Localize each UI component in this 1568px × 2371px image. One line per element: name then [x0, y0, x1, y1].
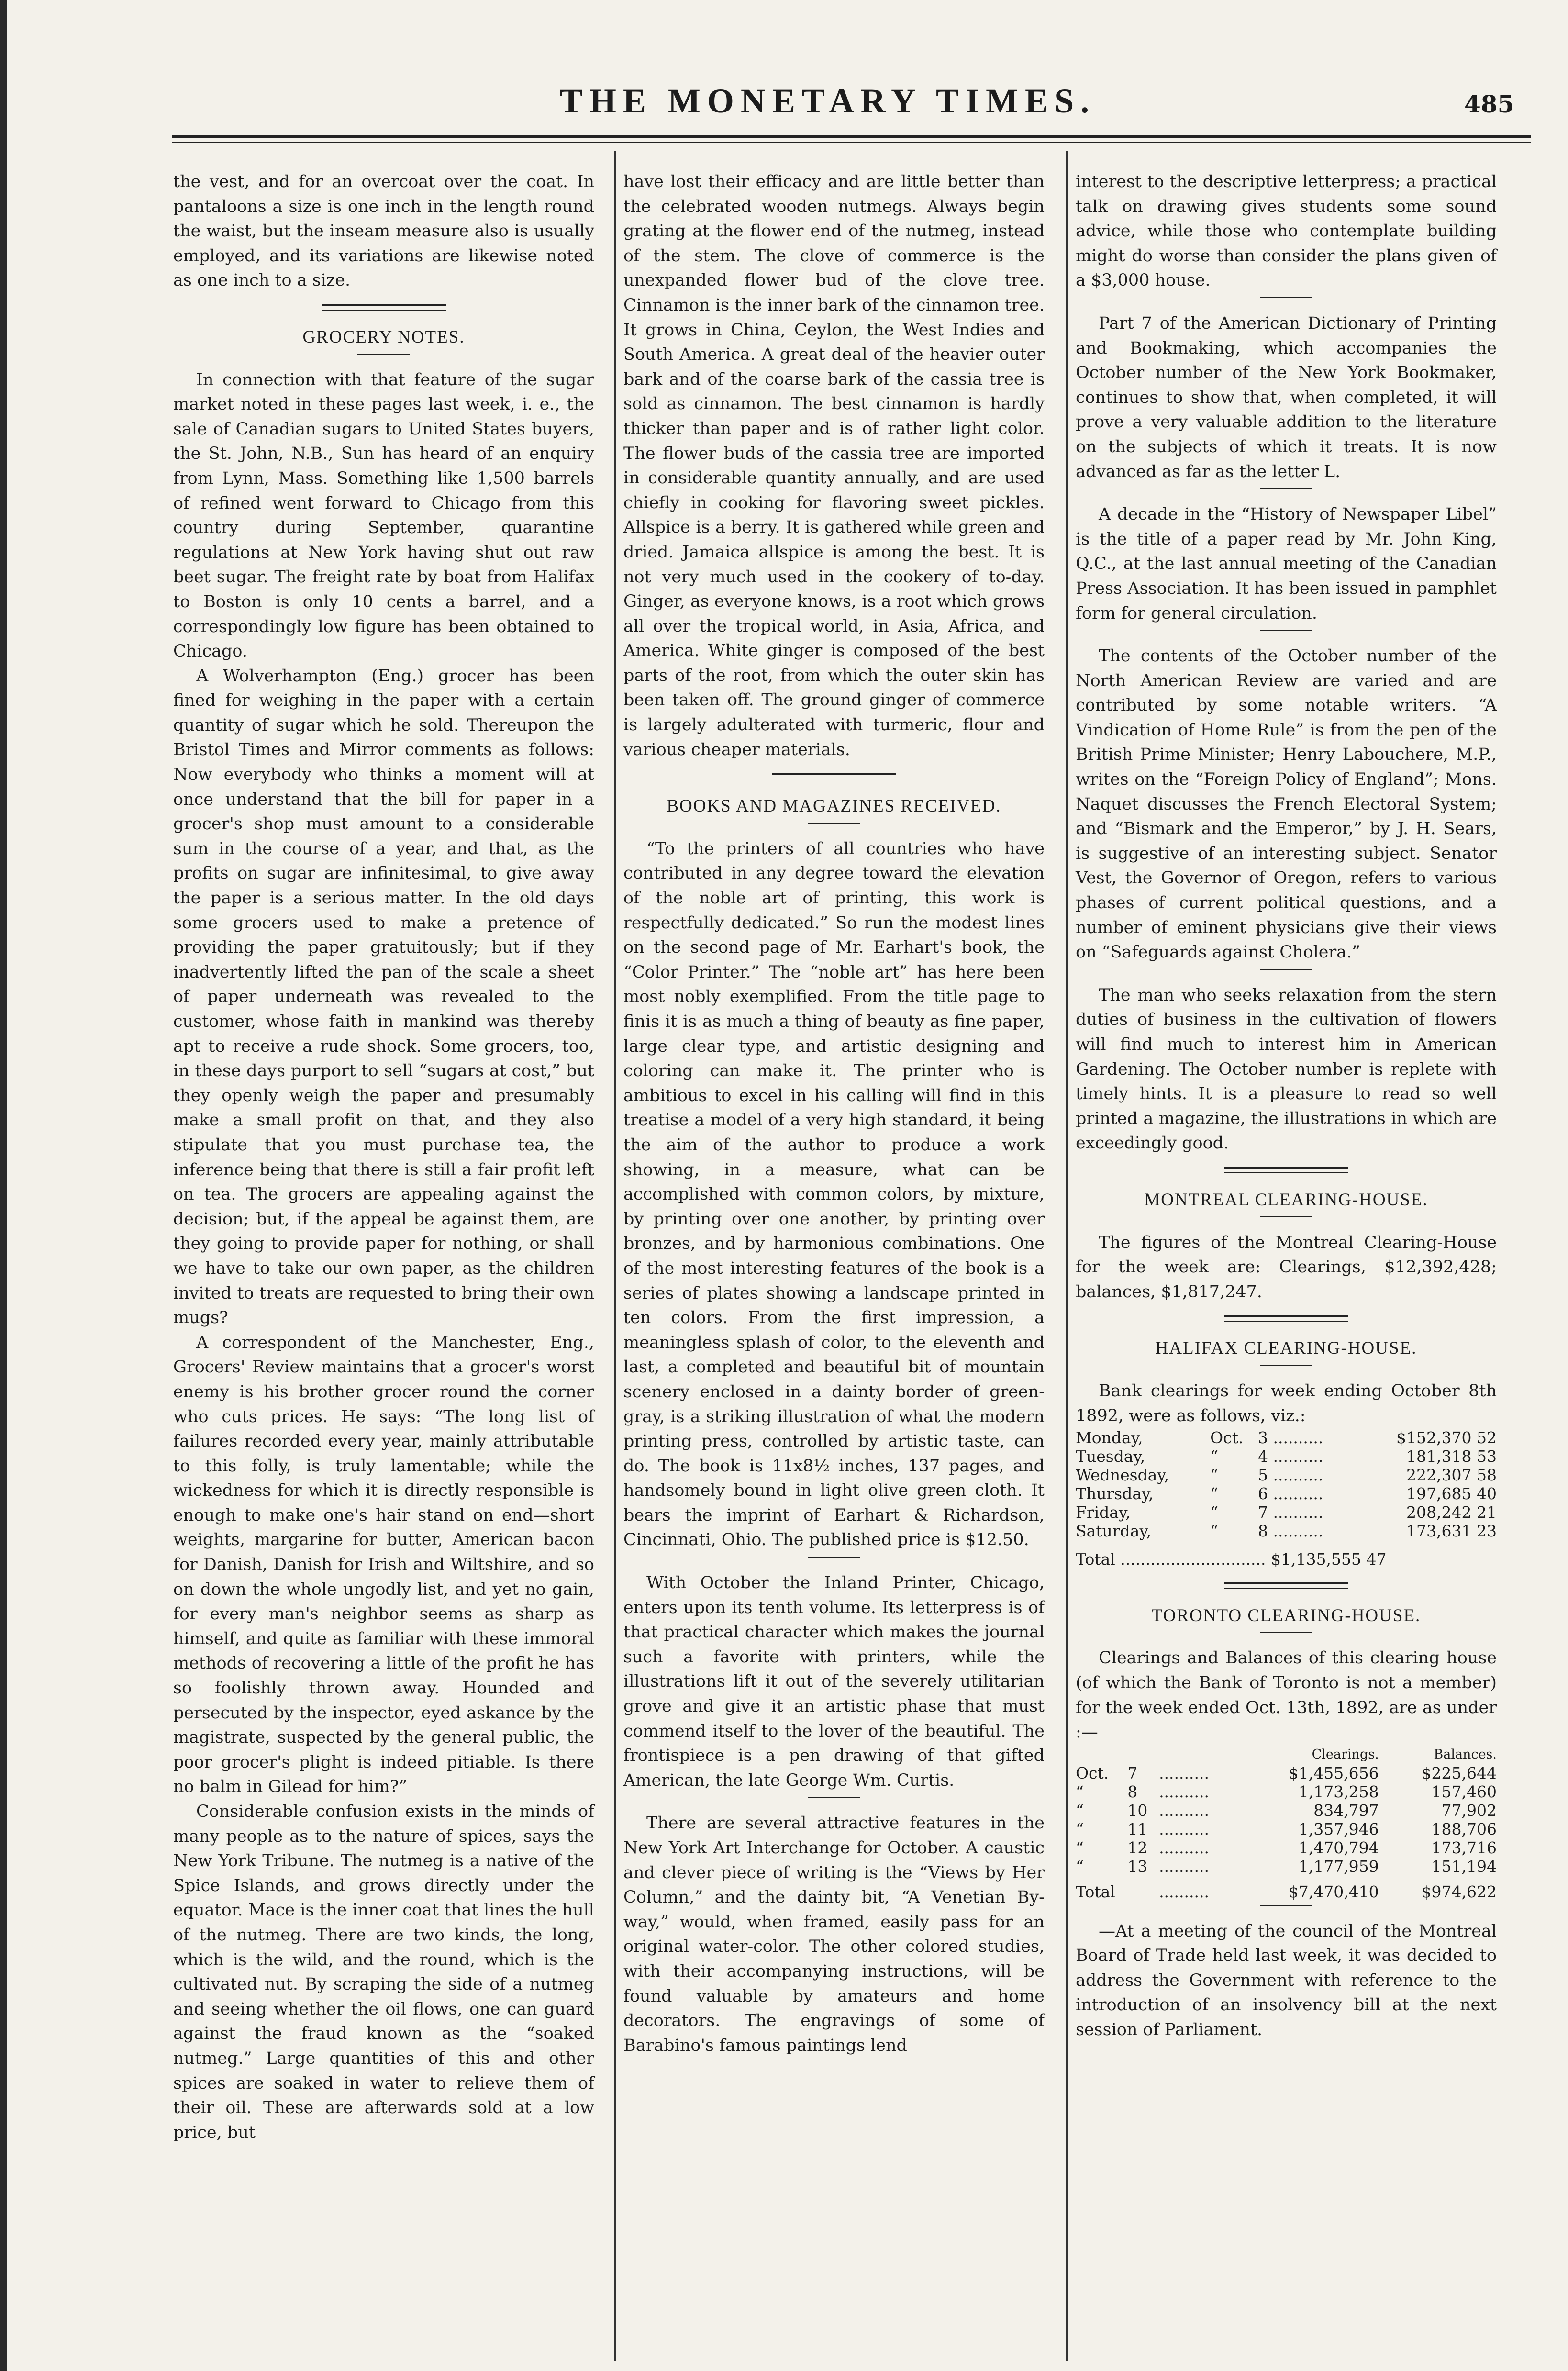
article-paragraph: interest to the descriptive letterpress; a practical talk on drawing gives students some sound advice, while those who contemplate building might do worse than consider the plans given of a $3,000 house. — [1076, 172, 1497, 290]
day-cell: Tuesday, — [1076, 1447, 1145, 1466]
article-paragraph: have lost their efficacy and are little better than the celebrated wooden nutmegs. Always begin grating at the flower end of the nutmeg, instead of the stem. The clove of commerce is the unexpanded flower bud of the clove tree. Cinnamon is the inner bark of the cinnamon tree. It grows in China, Ceylon, the West Indies and South America. A great deal of the heavier outer bark and of the coarse bark of the cassia tree is sold as cinnamon. The best cinnamon is hardly thicker than paper and is of rather light color. The flower buds of the cassia tree are imported in considerable quantity annually, and are used chiefly in cooking for flavoring sweet pickles. Allspice is a berry. It is gathered while green and dried. Jamaica allspice is among the best. It is not very much used in the cookery of to-day. Ginger, as everyone knows, is a root which grows all over the tropical world, in Asia, Africa, and America. White ginger is composed of the best parts of the root, from which the outer skin has been taken off. The ground ginger of commerce is largely adulterated with turmeric, flour and various cheaper materials. — [623, 172, 1045, 759]
halifax-clearings-table — [1076, 1428, 1497, 1540]
clearings-cell: $1,455,656 — [1288, 1763, 1379, 1782]
date-cell: 7 — [1127, 1763, 1138, 1782]
toronto-total-clearings: $7,470,410 — [1288, 1882, 1379, 1901]
date-cell: 3 .......... — [1257, 1428, 1323, 1447]
month-cell: “ — [1210, 1484, 1219, 1503]
table-row — [1076, 1466, 1497, 1484]
article-paragraph: Considerable confusion exists in the minds of many people as to the nature of spices, says the New York Tribune. The nutmeg is a native of the Spice Islands, and grows directly under the equator. Mace is the inner coat that lines the hull of the nutmeg. There are two kinds, the long, which is the wild, and the round, which is the cultivated nut. By scraping the side of a nutmeg and seeing whether the oil flows, one can guard against the fraud known as the “soaked nutmeg.” Large quantities of this and other spices are soaked in water to relieve them of their oil. These are afterwards sold at a low price, but — [173, 1802, 594, 2142]
article-paragraph: With October the Inland Printer, Chicago, enters upon its tenth volume. Its letterpress is of that practical character which makes the journal such a favorite with printers, while the illustrations lift it out of the severely utilitarian grove and give it an artistic phase that must commend itself to the lover of the beautiful. The frontispiece is a pen drawing of that gifted American, the late George Wm. Curtis. — [623, 1573, 1045, 1790]
leader-dots: .......... — [1159, 1763, 1209, 1782]
month-cell: “ — [1076, 1838, 1084, 1857]
day-cell: Friday, — [1076, 1503, 1131, 1522]
month-cell: “ — [1210, 1447, 1219, 1466]
article-paragraph: In connection with that feature of the sugar market noted in these pages last week, i. e., the sale of Canadian sugars to United States buyers, the St. John, N.B., Sun has heard of an enquiry from Lynn, Mass. Something like 1,500 barrels of refined went forward to Chicago from this country during September, quarantine regulations at New York having shut out raw beet sugar. The freight rate by boat from Halifax to Boston is only 10 cents a barrel, and a correspondingly low figure has been obtained to Chicago. — [173, 370, 594, 661]
table-row — [1076, 1857, 1497, 1876]
short-rule — [1260, 1905, 1312, 1906]
article-paragraph: Bank clearings for week ending October 8th 1892, were as follows, viz.: — [1076, 1381, 1497, 1425]
table-row — [1076, 1820, 1497, 1838]
short-rule — [1260, 488, 1312, 489]
header-rule-thin — [172, 142, 1531, 143]
table-row — [1076, 1484, 1497, 1503]
balances-cell: 157,460 — [1431, 1782, 1497, 1801]
leader-dots: ............................. — [1120, 1550, 1271, 1569]
table-row — [1076, 1782, 1497, 1801]
column-divider-1 — [614, 151, 616, 2361]
balances-cell: 173,716 — [1431, 1838, 1497, 1857]
amount-cell: $152,370 52 — [1396, 1428, 1497, 1447]
month-cell: “ — [1210, 1466, 1219, 1485]
article-paragraph: —At a meeting of the council of the Montreal Board of Trade held last week, it was decided to address the Government with reference to the introduction of an insolvency bill at the next session of Parliament. — [1076, 1921, 1497, 2040]
section-divider — [1224, 1167, 1348, 1173]
article-paragraph: the vest, and for an overcoat over the coat. In pantaloons a size is one inch in the length round the waist, but the inseam measure also is usually employed, and its variations are likewise noted as one inch to a size. — [173, 172, 594, 290]
column-header-balances: Balances. — [1434, 1747, 1497, 1762]
short-rule — [357, 354, 410, 355]
date-cell: 7 .......... — [1257, 1503, 1323, 1522]
article-paragraph: The man who seeks relaxation from the stern duties of business in the cultivation of flowers will find much to interest him in American Gardening. The October number is replete with timely hints. It is a pleasure to read so well printed a magazine, the illustrations in which are exceedingly good. — [1076, 985, 1497, 1153]
day-cell: Saturday, — [1076, 1522, 1152, 1541]
column-3 — [1076, 170, 1497, 2043]
clearings-cell: 1,357,946 — [1298, 1819, 1379, 1838]
section-heading-toronto-clearing: TORONTO CLEARING-HOUSE. — [1151, 1605, 1421, 1625]
day-cell: Wednesday, — [1076, 1466, 1169, 1485]
short-rule — [1260, 1216, 1312, 1217]
table-row — [1076, 1764, 1497, 1782]
article-paragraph: The figures of the Montreal Clearing-House for the week are: Clearings, $12,392,428; balances, $1,817,247. — [1076, 1233, 1497, 1302]
date-cell: 12 — [1127, 1838, 1148, 1857]
leader-dots: .......... — [1159, 1882, 1209, 1901]
date-cell: 11 — [1127, 1819, 1148, 1838]
short-rule — [808, 1797, 860, 1798]
column-2 — [623, 170, 1045, 2058]
section-divider — [1224, 1582, 1348, 1589]
short-rule — [808, 1557, 860, 1558]
date-cell: 13 — [1127, 1857, 1148, 1876]
leader-dots: .......... — [1159, 1801, 1209, 1820]
month-cell: “ — [1076, 1857, 1084, 1876]
month-cell: Oct. — [1210, 1428, 1244, 1447]
table-row — [1076, 1801, 1497, 1820]
month-cell: “ — [1210, 1522, 1219, 1541]
date-cell: 10 — [1127, 1801, 1148, 1820]
halifax-total-label: Total — [1076, 1550, 1115, 1569]
header-rule-thick — [172, 135, 1531, 138]
section-divider — [1224, 1315, 1348, 1322]
section-divider — [772, 773, 896, 779]
amount-cell: 181,318 53 — [1406, 1447, 1497, 1466]
amount-cell: 208,242 21 — [1406, 1503, 1497, 1522]
amount-cell: 197,685 40 — [1406, 1484, 1497, 1503]
toronto-total-balances: $974,622 — [1421, 1882, 1497, 1901]
toronto-total-label: Total — [1076, 1882, 1115, 1901]
table-row — [1076, 1447, 1497, 1466]
date-cell: 6 .......... — [1257, 1484, 1323, 1503]
short-rule — [1260, 1632, 1312, 1633]
balances-cell: 77,902 — [1441, 1801, 1497, 1820]
month-cell: Oct. — [1076, 1763, 1109, 1782]
leader-dots: .......... — [1159, 1857, 1209, 1876]
column-1 — [173, 170, 594, 2145]
halifax-total-row — [1076, 1547, 1497, 1572]
section-heading-grocery-notes: GROCERY NOTES. — [302, 327, 465, 347]
short-rule — [1260, 630, 1312, 631]
clearings-cell: 1,173,258 — [1298, 1782, 1379, 1801]
date-cell: 8 .......... — [1257, 1522, 1323, 1541]
leader-dots: .......... — [1159, 1782, 1209, 1801]
date-cell: 4 .......... — [1257, 1447, 1323, 1466]
table-row — [1076, 1522, 1497, 1540]
section-heading-books-magazines: BOOKS AND MAGAZINES RECEIVED. — [667, 796, 1001, 816]
column-header-clearings: Clearings. — [1312, 1747, 1379, 1762]
month-cell: “ — [1076, 1819, 1084, 1838]
toronto-clearings-table — [1076, 1745, 1497, 1901]
short-rule — [808, 823, 860, 824]
date-cell: 5 .......... — [1257, 1466, 1323, 1485]
short-rule — [1260, 1365, 1312, 1366]
article-paragraph: A decade in the “History of Newspaper Libel” is the title of a paper read by Mr. John King, Q.C., at the last annual meeting of the Canadian Press Association. It has been issued in pamphlet form for general circulation. — [1076, 505, 1497, 623]
day-cell: Monday, — [1076, 1428, 1143, 1447]
table-row — [1076, 1503, 1497, 1522]
balances-cell: 151,194 — [1431, 1857, 1497, 1876]
section-heading-montreal-clearing: MONTREAL CLEARING-HOUSE. — [1144, 1190, 1428, 1210]
halifax-total-amount: $1,135,555 47 — [1271, 1550, 1387, 1569]
balances-cell: 188,706 — [1431, 1819, 1497, 1838]
month-cell: “ — [1076, 1782, 1084, 1801]
clearings-cell: 1,177,959 — [1298, 1857, 1379, 1876]
column-divider-2 — [1066, 151, 1068, 2361]
month-cell: “ — [1210, 1503, 1219, 1522]
article-paragraph: A correspondent of the Manchester, Eng., Grocers' Review maintains that a grocer's worst enemy is his brother grocer round the corner who cuts prices. He says: “The long list of failures recorded every year, mainly attributable to this folly, is truly lamentable; while the wickedness for which it is directly responsible is enough to make one's hair stand on end—short weights, margarine for butter, American bacon for Danish, Danish for Irish and Wiltshire, and so on down the whole ungodly list, and yet no gain, for every man's neighbor seems as sharp as himself, and quite as familiar with these immoral methods of recovering a little of the profit he has so foolishly thrown away. Hounded and persecuted by the inspector, eyed askance by the magistrate, suspected by the general public, the poor grocer's plight is indeed pitiable. Is there no balm in Gilead for him?” — [173, 1333, 594, 1797]
table-row — [1076, 1838, 1497, 1857]
page-number: 485 — [1464, 90, 1514, 118]
article-paragraph: There are several attractive features in the New York Art Interchange for October. A caustic and clever piece of writing is the “Views by Her Column,” and the dainty bit, “A Venetian By-way,” would, when framed, easily pass for an original water-color. The other colored studies, with their accompanying instructions, will be found valuable by amateurs and home decorators. The engravings of some of Barabino's famous paintings lend — [623, 1814, 1045, 2055]
table-row — [1076, 1428, 1497, 1447]
month-cell: “ — [1076, 1801, 1084, 1820]
amount-cell: 173,631 23 — [1406, 1522, 1497, 1541]
article-paragraph: The contents of the October number of the North American Review are varied and are contributed by some notable writers. “A Vindication of Home Rule” is from the pen of the British Prime Minister; Henry Labouchere, M.P., writes on the “Foreign Policy of England”; Mons. Naquet discusses the French Electoral System; and “Bismark and the Emperor,” by J. H. Sears, is suggestive of an interesting subject. Senator Vest, the Governor of Oregon, refers to various phases of current political questions, and a number of eminent physicians give their views on “Safeguards against Cholera.” — [1076, 646, 1497, 962]
article-paragraph: “To the printers of all countries who have contributed in any degree toward the elevation of the noble art of printing, this work is respectfully dedicated.” So run the modest lines on the second page of Mr. Earhart's book, the “Color Printer.” The “noble art” has here been most nobly exemplified. From the title page to finis it is as much a thing of beauty as fine paper, large clear type, and artistic designing and coloring can make it. The printer who is ambitious to excel in his calling will find in this treatise a model of a very high standard, it being the aim of the author to produce a work showing, in a measure, what can be accomplished with common colors, by mixture, by printing over one another, by printing over bronzes, and by harmonious combinations. One of the most interesting features of the book is a series of plates showing a landscape printed in ten colors. From the first impression, a meaningless splash of color, to the eleventh and last, a completed and beautiful bit of mountain scenery enclosed in a dainty border of green-gray, is a striking illustration of what the modern printing press, controlled by artistic taste, can do. The book is 11x8½ inches, 137 pages, and handsomely bound in light olive green cloth. It bears the imprint of Earhart & Richardson, Cincinnati, Ohio. The published price is $12.50. — [623, 839, 1045, 1550]
page-spine-shadow — [0, 0, 7, 2371]
leader-dots: .......... — [1159, 1838, 1209, 1857]
short-rule — [1260, 969, 1312, 970]
section-divider — [322, 304, 446, 311]
article-paragraph: Part 7 of the American Dictionary of Printing and Bookmaking, which accompanies the October number of the New York Bookmaker, continues to show that, when completed, it will prove a very valuable addition to the literature on the subjects of which it treats. It is now advanced as far as the letter L. — [1076, 313, 1497, 481]
amount-cell: 222,307 58 — [1406, 1466, 1497, 1485]
article-paragraph: A Wolverhampton (Eng.) grocer has been fined for weighing in the paper with a certain quantity of sugar which he sold. Thereupon the Bristol Times and Mirror comments as follows: Now everybody who thinks a moment will at once understand that the bill for paper in a grocer's shop must amount to a considerable sum in the course of a year, and that, as the profits on sugar are infinitesimal, to give away the paper is a serious matter. In the old days some grocers used to make a pretence of providing the paper gratuitously; but if they inadvertently lifted the pan of the scale a sheet of paper underneath was revealed to the customer, whose faith in mankind was thereby apt to receive a rude shock. Some grocers, too, in these days purport to sell “sugars at cost,” but they openly weigh the paper and presumably make a small profit on that, and they also stipulate that you must purchase tea, the inference being that there is still a fair profit left on tea. The grocers are appealing against the decision; but, if the appeal be against them, are they going to provide paper for nothing, or shall we have to take our own paper, as the children invited to treats are requested to bring their own mugs? — [173, 666, 594, 1328]
leader-dots: .......... — [1159, 1819, 1209, 1838]
clearings-cell: 1,470,794 — [1298, 1838, 1379, 1857]
masthead-title: THE MONETARY TIMES. — [559, 82, 1096, 120]
section-heading-halifax-clearing: HALIFAX CLEARING-HOUSE. — [1155, 1338, 1417, 1358]
article-paragraph: Clearings and Balances of this clearing house (of which the Bank of Toronto is not a member) for the week ended Oct. 13th, 1892, are as under :— — [1076, 1648, 1497, 1742]
day-cell: Thursday, — [1076, 1484, 1154, 1503]
date-cell: 8 — [1127, 1782, 1138, 1801]
clearings-cell: 834,797 — [1313, 1801, 1379, 1820]
short-rule — [1260, 297, 1312, 298]
balances-cell: $225,644 — [1421, 1763, 1497, 1782]
